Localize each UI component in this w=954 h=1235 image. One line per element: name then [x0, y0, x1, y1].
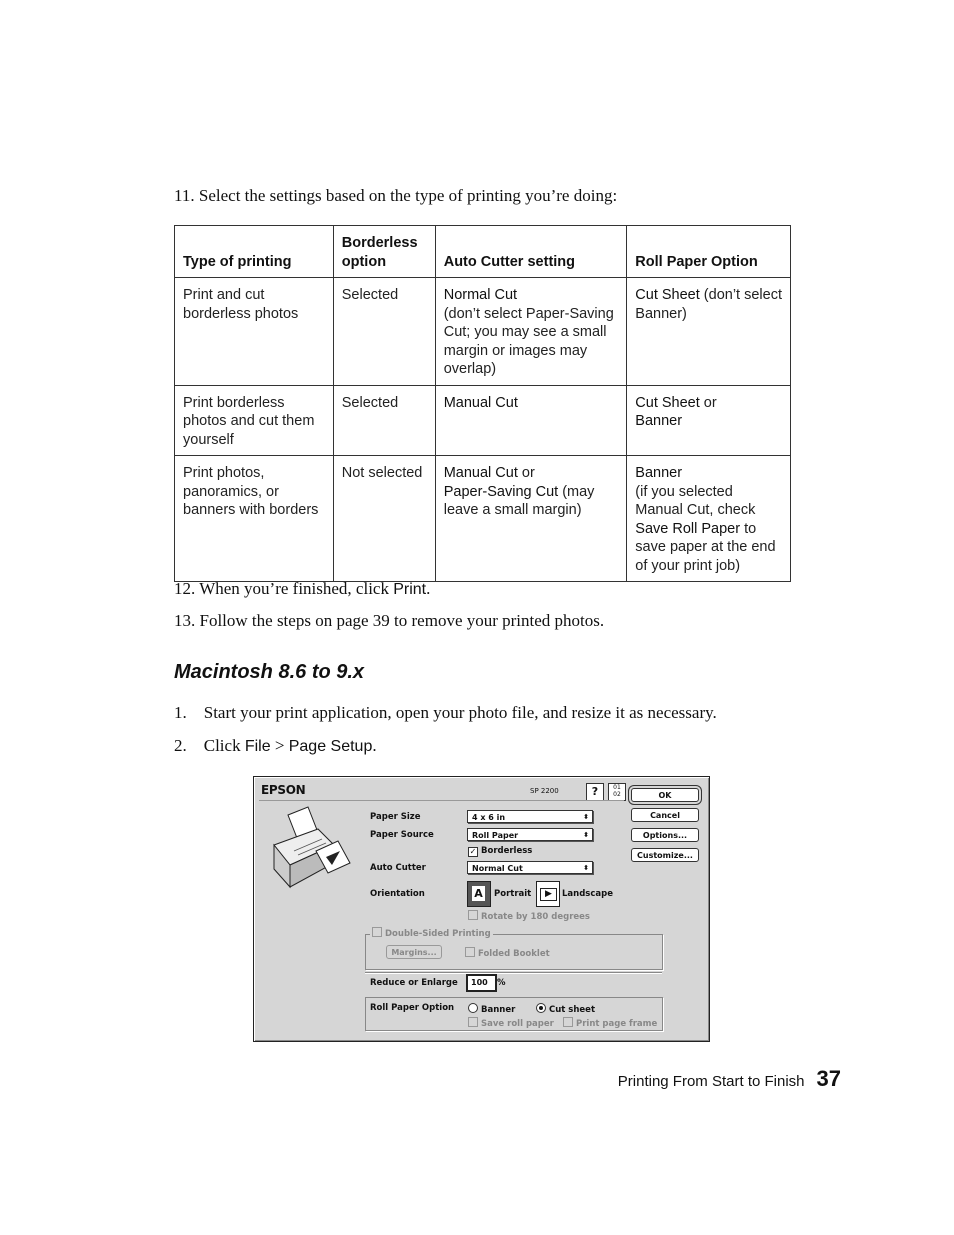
- roll-connector: or: [699, 394, 717, 411]
- printer-illustration-icon: [268, 805, 354, 893]
- borderless-label: Borderless: [481, 846, 533, 856]
- step-text: Start your print application, open your photo file, and resize it as necessary.: [203, 703, 717, 722]
- auto-cutter-label: Auto Cutter: [370, 863, 426, 873]
- reduce-enlarge-label: Reduce or Enlarge: [370, 978, 458, 988]
- landscape-label: Landscape: [562, 889, 613, 899]
- step-11: [174, 186, 617, 206]
- paper-size-label: Paper Size: [370, 812, 421, 822]
- epson-logo: EPSON: [261, 783, 306, 797]
- header-borderless-option: Borderless option: [333, 226, 435, 278]
- header-divider: [259, 800, 624, 801]
- step-12: [174, 579, 430, 599]
- cutter-setting-name-2: Paper-Saving Cut: [443, 483, 559, 500]
- reduce-divider: [365, 972, 662, 973]
- page-footer: [618, 1066, 841, 1092]
- step-number: 11.: [174, 186, 195, 205]
- step-number: 1.: [174, 703, 187, 722]
- folded-booklet-checkbox[interactable]: [465, 947, 550, 959]
- portrait-orientation-button[interactable]: [467, 881, 491, 907]
- cutter-note: (may leave a small margin): [443, 483, 595, 518]
- checkbox-icon: [372, 927, 382, 937]
- cutter-setting-name: Manual Cut: [443, 394, 518, 411]
- reduce-enlarge-value: 100: [471, 978, 488, 987]
- cut-sheet-radio[interactable]: [536, 1003, 595, 1015]
- checkbox-icon: [563, 1017, 573, 1027]
- radio-selected-icon: [536, 1003, 546, 1013]
- cut-sheet-label: Cut sheet: [549, 1005, 596, 1015]
- roll-paper-option-label: Roll Paper Option: [370, 1003, 455, 1013]
- checkmark-icon: ✓: [469, 847, 477, 856]
- section-heading: Macintosh 8.6 to 9.x: [174, 661, 365, 683]
- cell-cutter: [435, 385, 627, 456]
- table-row: [175, 385, 791, 456]
- step-end: .: [372, 736, 377, 755]
- roll-option-name: Cut Sheet: [635, 287, 700, 303]
- roll-option-name-2: Banner: [635, 413, 683, 429]
- version-icon[interactable]: 01 02: [608, 783, 626, 801]
- save-roll-paper-checkbox[interactable]: [468, 1017, 554, 1029]
- cell-type: Print photos, panoramics, or banners with borders: [175, 456, 334, 582]
- cell-borderless: Selected: [333, 278, 435, 386]
- step-text: Select the settings based on the type of printing you’re doing:: [198, 186, 618, 205]
- folded-booklet-label: Folded Booklet: [478, 949, 550, 959]
- roll-option-name: Cut Sheet: [635, 394, 700, 411]
- step-number: 2.: [174, 736, 187, 755]
- step-13: [174, 611, 604, 631]
- reduce-enlarge-input[interactable]: [466, 974, 497, 992]
- cell-cutter: [435, 278, 627, 386]
- landscape-orientation-button[interactable]: [536, 881, 560, 907]
- step-end: .: [426, 579, 431, 598]
- landscape-icon: ▶: [540, 888, 557, 901]
- auto-cutter-select[interactable]: [467, 861, 593, 874]
- header-type-of-printing: Type of printing: [175, 226, 334, 278]
- radio-icon: [468, 1003, 478, 1013]
- paper-source-select[interactable]: [467, 828, 593, 841]
- percent-unit: %: [497, 978, 506, 988]
- step-number: 13.: [174, 611, 196, 630]
- borderless-checkbox[interactable]: [468, 846, 532, 857]
- cutter-setting-name: Normal Cut: [443, 287, 518, 303]
- paper-size-select[interactable]: [467, 810, 593, 823]
- customize-button[interactable]: Customize...: [631, 848, 699, 862]
- options-button[interactable]: Options...: [631, 828, 699, 842]
- save-roll-paper-label: Save roll paper: [481, 1019, 554, 1029]
- ok-button[interactable]: OK: [631, 788, 699, 802]
- portrait-label: Portrait: [494, 889, 532, 899]
- banner-label: Banner: [481, 1005, 516, 1015]
- footer-title: Printing From Start to Finish: [617, 1073, 805, 1090]
- cutter-connector: or: [517, 465, 535, 481]
- roll-note: (don’t select Banner): [635, 287, 782, 322]
- mac-step-2: [174, 736, 377, 756]
- step-text: Follow the steps on page 39 to remove your printed photos.: [199, 611, 605, 630]
- ui-term-print: Print: [393, 581, 427, 598]
- cancel-button[interactable]: Cancel: [631, 808, 699, 822]
- step-number: 12.: [174, 579, 196, 598]
- margins-button[interactable]: Margins...: [386, 945, 442, 959]
- page-number: 37: [816, 1066, 841, 1091]
- rotate-checkbox[interactable]: [468, 910, 590, 922]
- cell-type: Print and cut borderless photos: [175, 278, 334, 386]
- help-icon[interactable]: ?: [586, 783, 604, 801]
- table-header-row: [175, 226, 791, 278]
- roll-option-name: Banner: [635, 465, 683, 481]
- table-row: [175, 456, 791, 582]
- popup-arrows-icon: ⬍: [583, 813, 589, 821]
- popup-arrows-icon: ⬍: [583, 864, 589, 872]
- roll-note: (if you selected Manual Cut, check: [635, 483, 756, 518]
- print-page-frame-label: Print page frame: [576, 1019, 658, 1029]
- roll-option-name-2: Save Roll Paper: [635, 520, 741, 537]
- mac-step-1: [174, 703, 717, 723]
- cell-roll: [627, 278, 791, 386]
- checkbox-icon: [468, 1017, 478, 1027]
- auto-cutter-value: Normal Cut: [472, 864, 523, 873]
- cutter-setting-name: Manual Cut: [443, 465, 518, 481]
- orientation-label: Orientation: [370, 889, 425, 899]
- roll-note-2: to save paper at the end of your print job): [635, 520, 776, 574]
- popup-arrows-icon: ⬍: [583, 831, 589, 839]
- cell-roll: [627, 456, 791, 582]
- paper-source-label: Paper Source: [370, 830, 434, 840]
- cell-type: Print borderless photos and cut them yourself: [175, 385, 334, 456]
- cutter-note: (don’t select Paper-Saving Cut; you may see a small margin or images may overlap): [443, 305, 614, 377]
- cell-borderless: Not selected: [333, 456, 435, 582]
- cell-roll: [627, 385, 791, 456]
- table-row: [175, 278, 791, 386]
- banner-radio[interactable]: [468, 1003, 515, 1015]
- step-text: When you’re finished, click: [199, 579, 394, 598]
- page-setup-dialog: [253, 776, 710, 1042]
- paper-source-value: Roll Paper: [472, 831, 519, 840]
- paper-size-value: 4 x 6 in: [472, 813, 506, 822]
- portrait-icon: A: [472, 886, 485, 901]
- header-auto-cutter-setting: Auto Cutter setting: [435, 226, 627, 278]
- ui-term-file: File: [244, 738, 271, 755]
- cell-borderless: Selected: [333, 385, 435, 456]
- menu-separator: >: [270, 736, 289, 755]
- double-sided-label: Double-Sided Printing: [385, 929, 491, 939]
- printer-model: SP 2200: [530, 787, 559, 795]
- checkbox-icon: [465, 947, 475, 957]
- header-roll-paper-option: Roll Paper Option: [627, 226, 791, 278]
- checkbox-icon: [468, 910, 478, 920]
- ui-term-page-setup: Page Setup: [288, 738, 373, 755]
- double-sided-checkbox[interactable]: [370, 927, 493, 939]
- step-text: Click: [203, 736, 245, 755]
- rotate-label: Rotate by 180 degrees: [481, 912, 590, 922]
- settings-table: [174, 225, 791, 582]
- cell-cutter: [435, 456, 627, 582]
- print-page-frame-checkbox[interactable]: [563, 1017, 657, 1029]
